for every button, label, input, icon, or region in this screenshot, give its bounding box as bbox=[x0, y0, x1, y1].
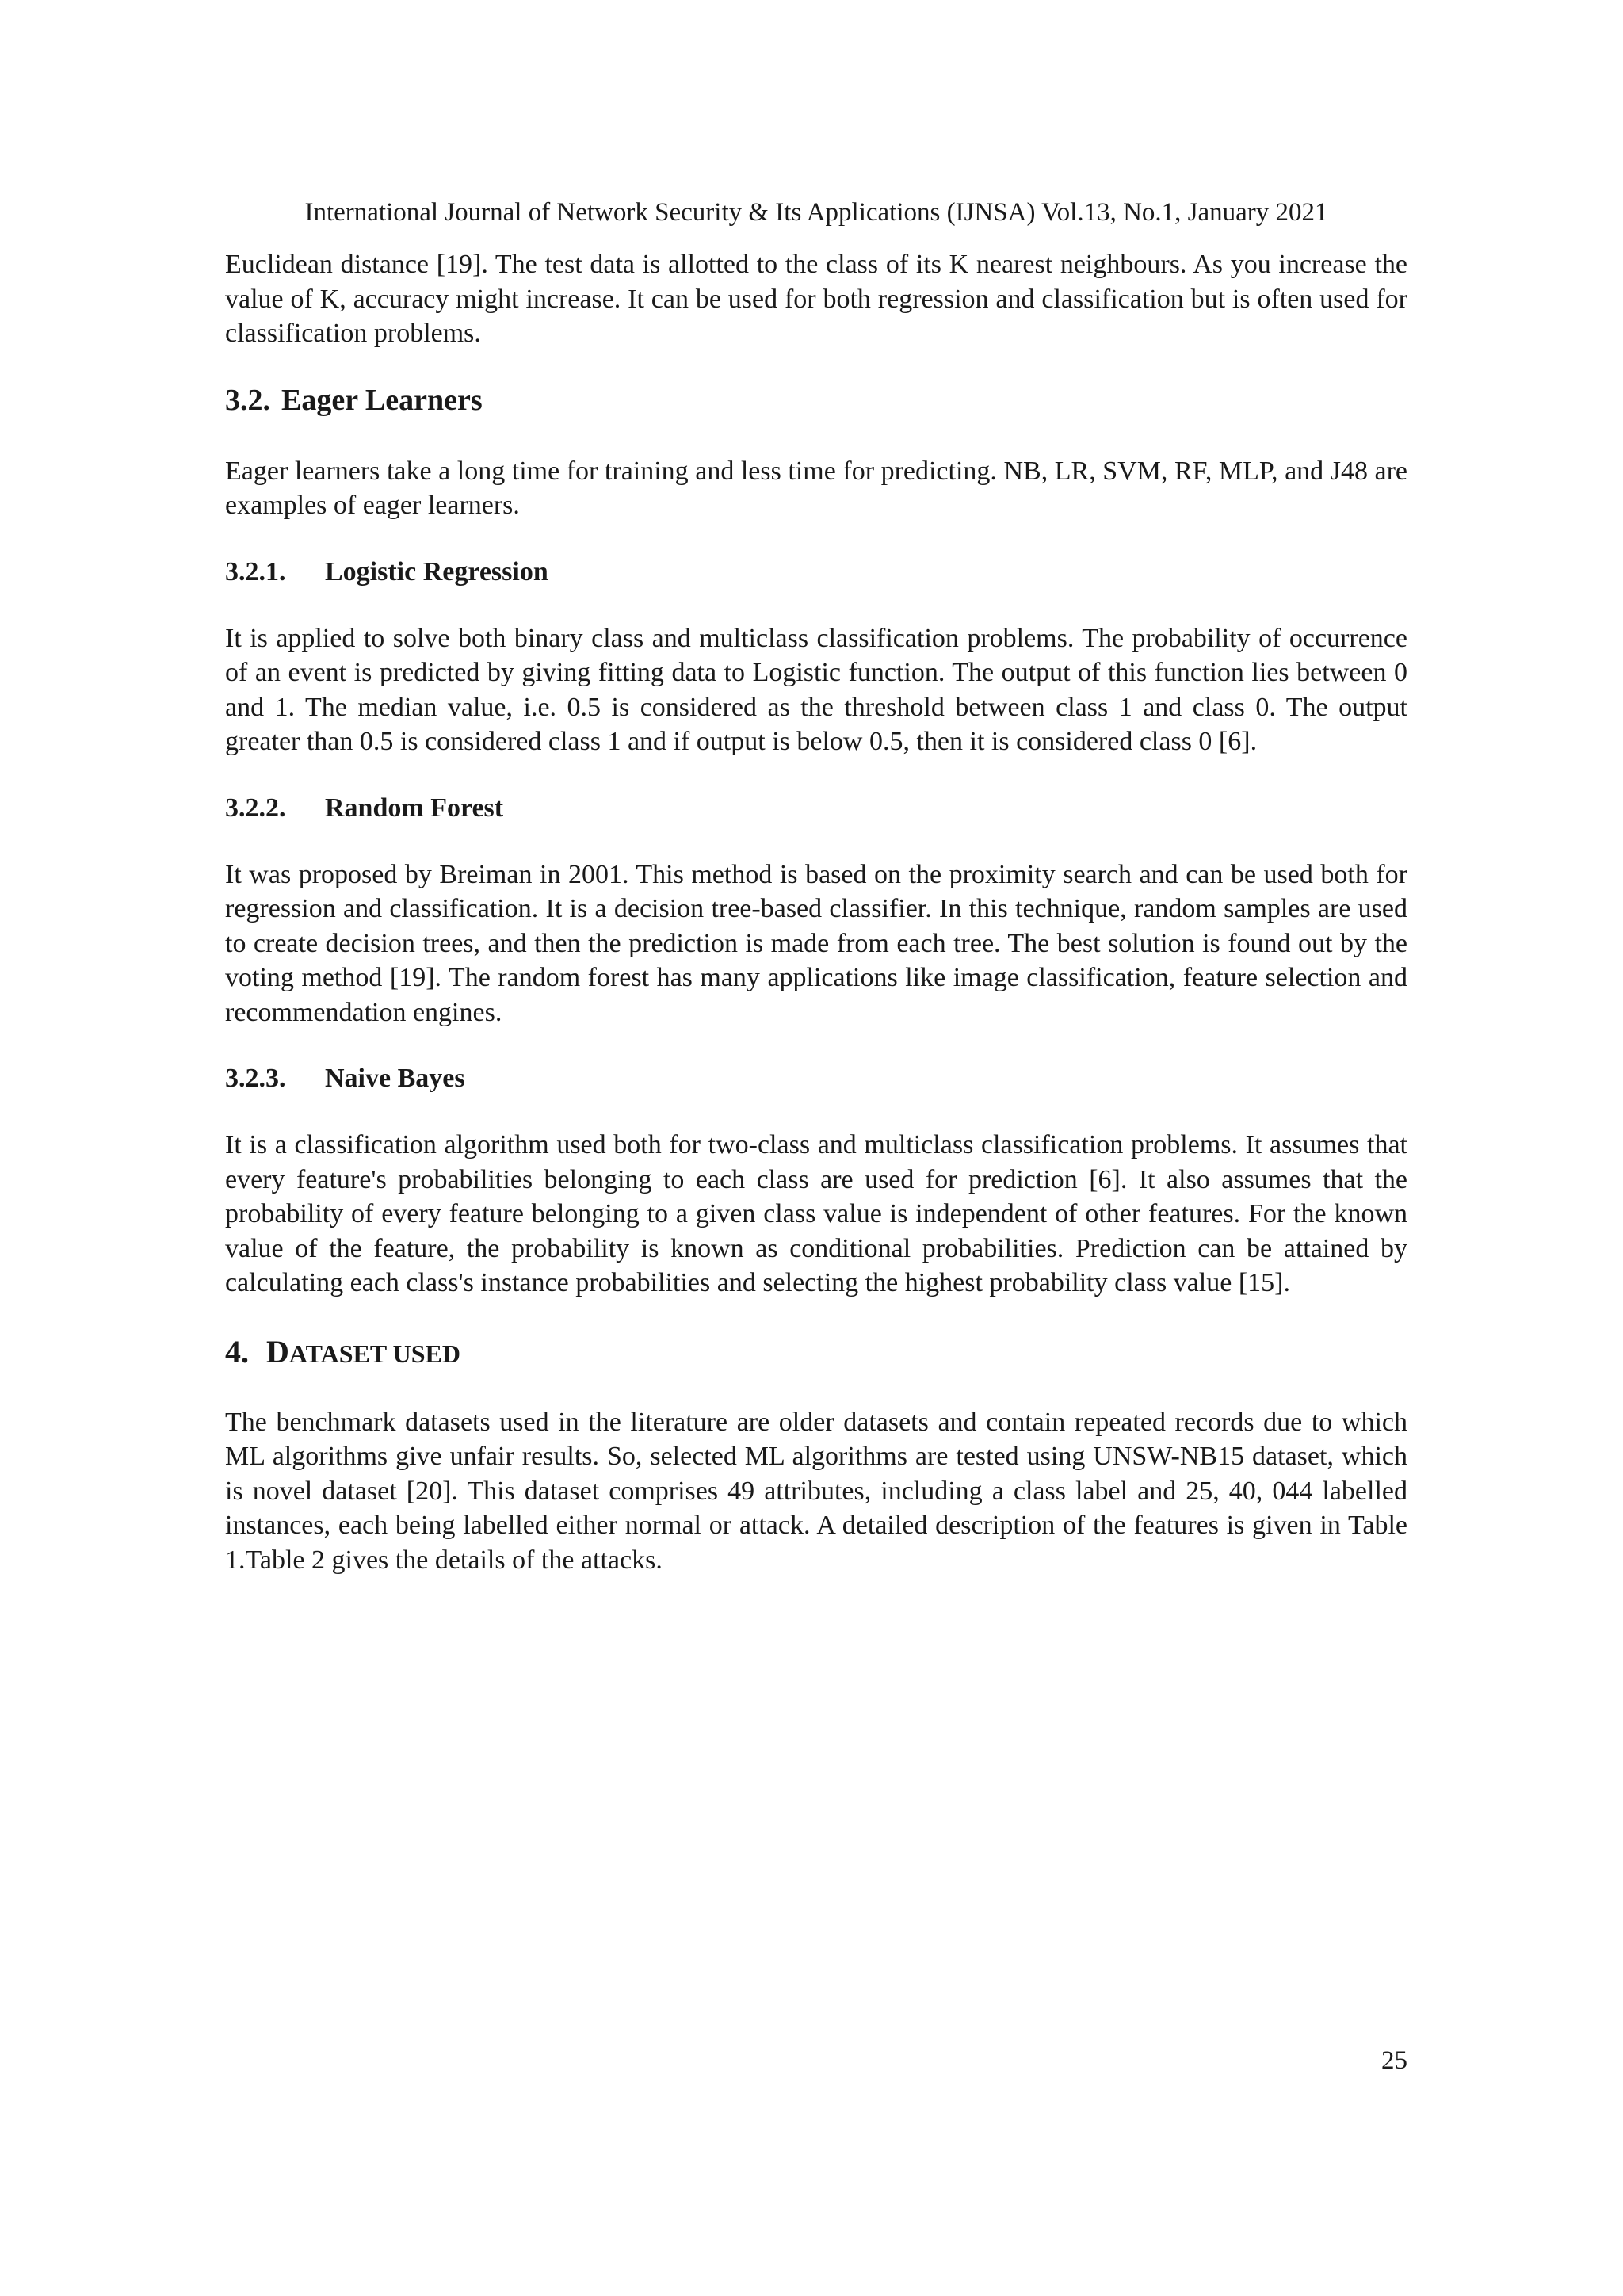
section-4-title-rest: ATASET USED bbox=[288, 1339, 460, 1368]
running-header: International Journal of Network Security & Its Applications (IJNSA) Vol.13, No.1, January 2021 bbox=[304, 198, 1328, 227]
page-content bbox=[225, 247, 1407, 1577]
page-number: 25 bbox=[1381, 2046, 1407, 2075]
section-3-2-1-number: 3.2.1. bbox=[225, 556, 286, 586]
section-4-heading bbox=[225, 1332, 1407, 1373]
section-3-2-3-heading bbox=[225, 1061, 1407, 1096]
section-3-2-2-paragraph: It was proposed by Breiman in 2001. This method is based on the proximity search and can be used both for regression and classification. It is a decision tree-based classifier. In this technique, random samples are used to create decision trees, and then the prediction is made from each tree. The best solution is found out by the voting method [19]. The random forest has many applications like image classification, feature selection and recommendation engines. bbox=[225, 859, 1407, 1027]
section-4-paragraph: The benchmark datasets used in the literature are older datasets and contain repeated records due to which ML algorithms give unfair results. So, selected ML algorithms are tested using UNSW-NB15 dataset, which is novel dataset [20]. This dataset comprises 49 attributes, including a class label and 25, 40, 044 labelled instances, each being labelled either normal or attack. A detailed description of the features is given in Table 1.Table 2 gives the details of the attacks. bbox=[225, 1407, 1407, 1575]
section-4-title-initial: D bbox=[266, 1333, 289, 1370]
section-3-2-number: 3.2. bbox=[225, 383, 270, 417]
section-3-2-1-heading bbox=[225, 555, 1407, 590]
section-3-2-paragraph: Eager learners take a long time for training and less time for predicting. NB, LR, SVM, RF, MLP, and J48 are examples of eager learners. bbox=[225, 456, 1407, 520]
section-3-2-3-paragraph: It is a classification algorithm used both for two-class and multiclass classification problems. It assumes that every feature's probabilities belonging to each class are used for prediction [6]. It also assumes that the probability of every feature belonging to a given class value is independent of other features. For the known value of the feature, the probability is known as conditional probabilities. Prediction can be attained by calculating each class's instance probabilities and selecting the highest probability class value [15]. bbox=[225, 1130, 1407, 1297]
section-3-2-2-title: Random Forest bbox=[325, 793, 504, 823]
section-3-2-1-title: Logistic Regression bbox=[325, 556, 548, 586]
section-3-2-2-heading bbox=[225, 791, 1407, 826]
section-3-2-3-title: Naive Bayes bbox=[325, 1064, 465, 1093]
section-3-2-2-number: 3.2.2. bbox=[225, 793, 286, 823]
section-3-2-title: Eager Learners bbox=[281, 383, 483, 417]
section-4-number: 4. bbox=[225, 1333, 249, 1370]
section-3-2-3-number: 3.2.3. bbox=[225, 1064, 286, 1093]
section-3-2-heading bbox=[225, 381, 1407, 419]
section-3-2-1-paragraph: It is applied to solve both binary class and multiclass classification problems. The probability of occurrence of an event is predicted by giving fitting data to Logistic function. The output of this function lies between 0 and 1. The median value, i.e. 0.5 is considered as the threshold between class 1 and class 0. The output greater than 0.5 is considered class 1 and if output is below 0.5, then it is considered class 0 [6]. bbox=[225, 623, 1407, 756]
intro-paragraph: Euclidean distance [19]. The test data is allotted to the class of its K nearest neighbours. As you increase the value of K, accuracy might increase. It can be used for both regression and classification but is often used for classification problems. bbox=[225, 250, 1407, 348]
